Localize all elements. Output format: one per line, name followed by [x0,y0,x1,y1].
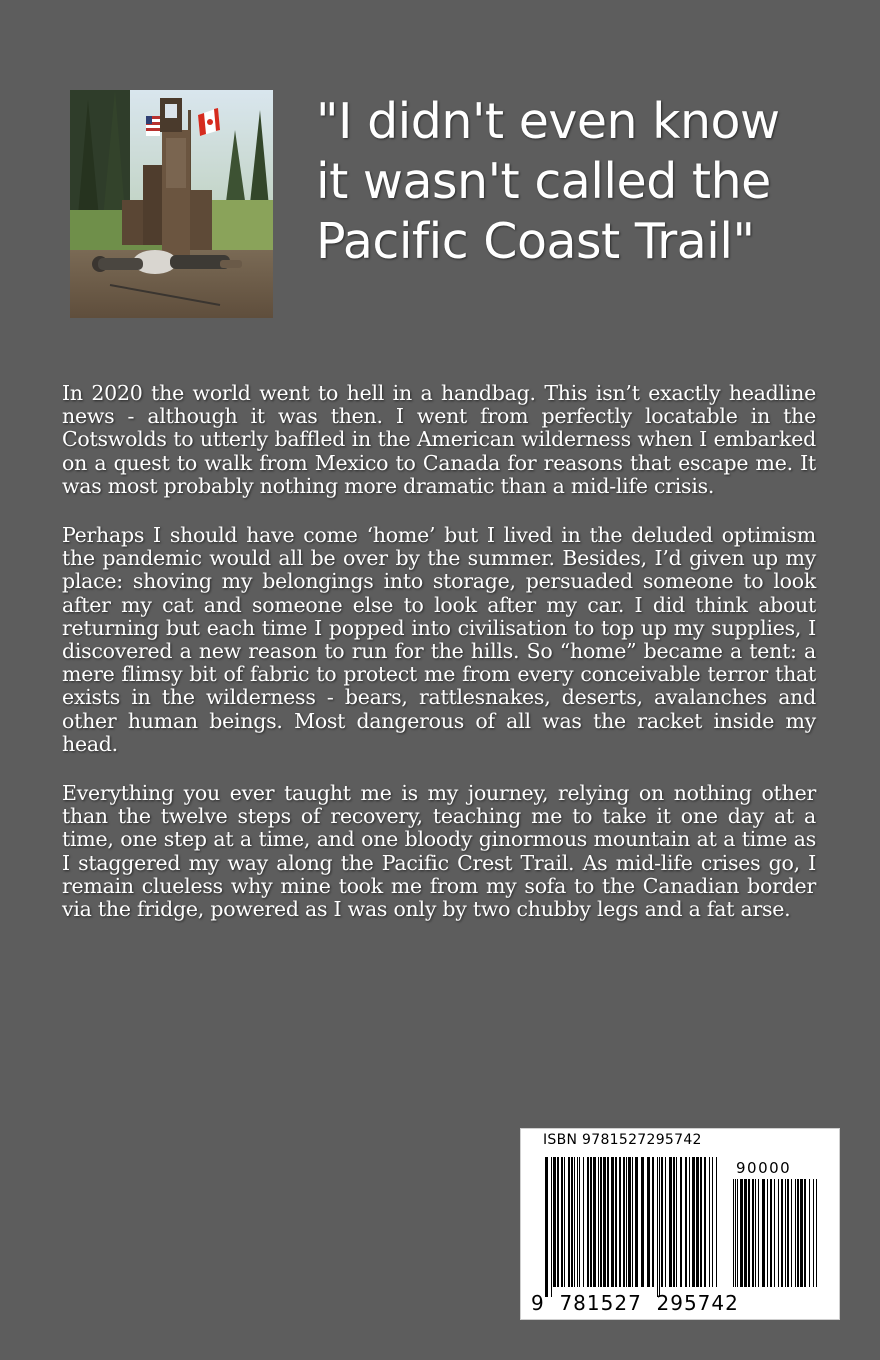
barcode-bar [600,1157,602,1287]
barcode-bar [692,1157,695,1287]
barcode-bar [657,1157,658,1297]
back-cover-blurb [62,382,816,947]
isbn-digits: 9 781527 295742 [531,1291,739,1315]
barcode-bar [809,1179,810,1287]
barcode-bar [735,1179,736,1287]
barcode-bar [770,1179,772,1287]
barcode-bar [619,1157,621,1287]
barcode-bar [561,1157,563,1287]
barcode-bar [767,1179,768,1287]
barcode-bar [740,1179,743,1287]
barcode-bars-icon [545,1157,725,1297]
barcode-bar [680,1157,682,1287]
barcode-bar [579,1157,580,1287]
barcode-bar [797,1179,799,1287]
quote-line-1: "I didn't even know [316,93,780,150]
barcode-bar [755,1179,756,1287]
barcode-bar [623,1157,625,1287]
barcode-bar [813,1179,814,1287]
barcode-bar [685,1157,687,1287]
barcode-bar [696,1157,699,1287]
barcode-bar [545,1157,548,1297]
barcode-bar [603,1157,606,1287]
barcode-bar [557,1157,559,1287]
barcode-bar [733,1179,734,1287]
barcode-bar [712,1157,713,1287]
quote-line-3: Pacific Coast Trail" [316,213,755,270]
barcode-bar [689,1157,690,1287]
cover-photo [70,90,273,318]
addon-barcode-bars-icon [733,1179,823,1297]
barcode-bar [571,1157,573,1287]
barcode-bar [615,1157,617,1287]
barcode-bar [551,1157,552,1297]
barcode-bar [590,1157,592,1287]
title-quote [316,92,836,272]
barcode-bar [709,1157,710,1287]
barcode-bar [774,1179,775,1287]
barcode-bar [800,1179,803,1287]
barcode-bar [748,1179,750,1287]
barcode-bar [676,1157,677,1287]
barcode-bar [652,1157,654,1287]
barcode-bar [632,1157,633,1287]
quote-line-2: it wasn't called the [316,153,771,210]
barcode-bar [647,1157,650,1287]
barcode-bar [626,1157,627,1287]
barcode-bar [593,1157,596,1287]
barcode-bar [635,1157,638,1287]
barcode-bar [574,1157,575,1287]
barcode-bar [778,1179,779,1287]
isbn-barcode [520,1128,840,1320]
barcode-bar [704,1157,706,1287]
barcode-bar [758,1179,759,1287]
barcode-bar [661,1157,663,1287]
barcode-bar [804,1179,806,1287]
barcode-bar [598,1157,599,1287]
barcode-bar [673,1157,675,1287]
barcode-bar [553,1157,556,1287]
trail-monument-photo-icon [70,90,273,318]
barcode-bar [607,1157,609,1287]
blurb-paragraph-2: Perhaps I should have come ‘home’ but I lived in the deluded optimism the pandemic would all be over by the summer. Besides, I’d given up my place: shoving my belongings into storage, persuaded someone to look after my cat and someone else to look after my car. I did think about returning but each time I popped into civilisation to top up my supplies, I discovered a new reason to run for the hills. So “home” became a tent: a mere flimsy bit of fabric to protect me from every conceivable terror that exists in the wilderness - bears, rattlesnakes, deserts, avalanches and other human beings. Most dangerous of all was the racket inside my head. [62,523,816,756]
barcode-bar [564,1157,565,1287]
barcode-bar [795,1179,796,1287]
barcode-bar [744,1179,747,1287]
barcode-bar [752,1179,754,1287]
barcode-bar [611,1157,614,1287]
barcode-bar [781,1179,783,1287]
barcode-bar [577,1157,578,1287]
price-code: 90000 [736,1159,792,1177]
barcode-bar [787,1179,789,1287]
barcode-bar [785,1179,786,1287]
barcode-bar [700,1157,702,1287]
blurb-paragraph-1: In 2020 the world went to hell in a handbag. This isn’t exactly headline news - although it was then. I went from perfectly locatable in the Cotswolds to utterly baffled in the American wilderness when I embarked on a quest to walk from Mexico to Canada for reasons that escape me. It was most probably nothing more dramatic than a mid-life crisis. [62,381,816,498]
barcode-bar [583,1157,584,1287]
barcode-bar [737,1179,738,1287]
blurb-paragraph-3: Everything you ever taught me is my journey, relying on nothing other than the twelve steps of recovery, teaching me to take it one day at a time, one step at a time, and one bloody ginormous mountain at a time as I staggered my way along the Pacific Crest Trail. As mid-life crises go, I remain clueless why mine took me from my sofa to the Canadian border via the fridge, powered as I was only by two chubby legs and a fat arse. [62,781,816,922]
barcode-bar [716,1157,717,1287]
barcode-bar [568,1157,570,1287]
barcode-bar [641,1157,644,1287]
isbn-label: ISBN 9781527295742 [543,1132,702,1148]
barcode-bar [669,1157,672,1287]
barcode-bar [659,1157,660,1297]
barcode-bar [816,1179,817,1287]
barcode-bar [665,1157,666,1287]
barcode-bar [791,1179,792,1287]
barcode-bar [628,1157,631,1287]
barcode-bar [762,1179,765,1287]
barcode-bar [587,1157,589,1287]
